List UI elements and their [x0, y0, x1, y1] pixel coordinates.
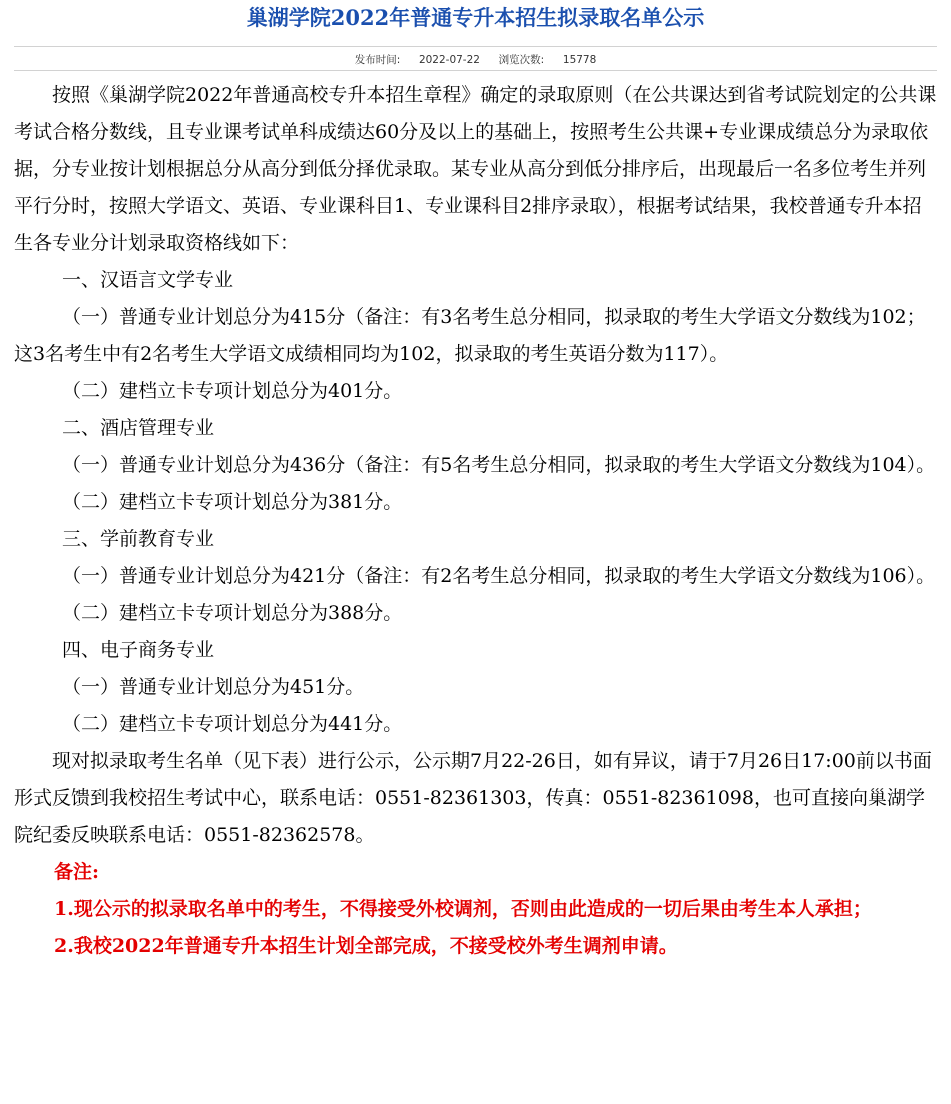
section-item: （二）建档立卡专项计划总分为388分。: [62, 602, 403, 624]
section-item: （二）建档立卡专项计划总分为441分。: [62, 713, 403, 735]
section-item: （一）普通专业计划总分为415分（备注：有3名考生总分相同，拟录取的考生大学语文分数线为102；这3名考生中有2名考生大学语文成绩相同均为102，拟录取的考生英语分数为117）。: [14, 306, 926, 365]
title-divider: [14, 46, 937, 47]
article-meta: [14, 50, 937, 70]
publish-date: 2022-07-22: [418, 54, 480, 66]
publish-label: 发布时间:: [354, 54, 401, 66]
note-item: 2.我校2022年普通专升本招生计划全部完成，不接受校外考生调剂申请。: [54, 935, 678, 957]
section-item: （一）普通专业计划总分为436分（备注：有5名考生总分相同，拟录取的考生大学语文分数线为104）。: [62, 454, 936, 476]
section-heading-ecommerce: 四、电子商务专业: [62, 639, 215, 661]
publicity-paragraph: 现对拟录取考生名单（见下表）进行公示，公示期7月22-26日，如有异议，请于7月26日17:00前以书面形式反馈到我校招生考试中心，联系电话：0551-82361303，传真：0551-82361098，也可直接向巢湖学院纪委反映联系电话：0551-82362578。: [14, 750, 932, 846]
views-count: 15778: [562, 54, 597, 66]
meta-divider: [14, 70, 937, 71]
section-item: （二）建档立卡专项计划总分为381分。: [62, 491, 403, 513]
section-heading-chinese: 一、汉语言文学专业: [62, 269, 234, 291]
section-heading-hotel: 二、酒店管理专业: [62, 417, 215, 439]
section-item: （一）普通专业计划总分为421分（备注：有2名考生总分相同，拟录取的考生大学语文分数线为106）。: [62, 565, 936, 587]
page-title: 巢湖学院2022年普通专升本招生拟录取名单公示: [246, 5, 705, 30]
intro-paragraph: 按照《巢湖学院2022年普通高校专升本招生章程》确定的录取原则（在公共课达到省考试院划定的公共课考试合格分数线，且专业课考试单科成绩达60分及以上的基础上，按照考生公共课+专业课成绩总分为录取依据，分专业按计划根据总分从高分到低分择优录取。某专业从高分到低分排序后，出现最后一名多位考生并列平行分时，按照大学语文、英语、专业课科目1、专业课科目2排序录取），根据考试结果，我校普通专升本招生各专业分计划录取资格线如下：: [14, 84, 937, 254]
section-heading-preschool: 三、学前教育专业: [62, 528, 215, 550]
notes-label: 备注:: [54, 861, 100, 883]
section-item: （二）建档立卡专项计划总分为401分。: [62, 380, 403, 402]
views-label: 浏览次数:: [498, 54, 545, 66]
article-body: [14, 77, 937, 965]
section-item: （一）普通专业计划总分为451分。: [62, 676, 365, 698]
note-item: 1.现公示的拟录取名单中的考生，不得接受外校调剂，否则由此造成的一切后果由考生本人承担；: [54, 898, 872, 920]
